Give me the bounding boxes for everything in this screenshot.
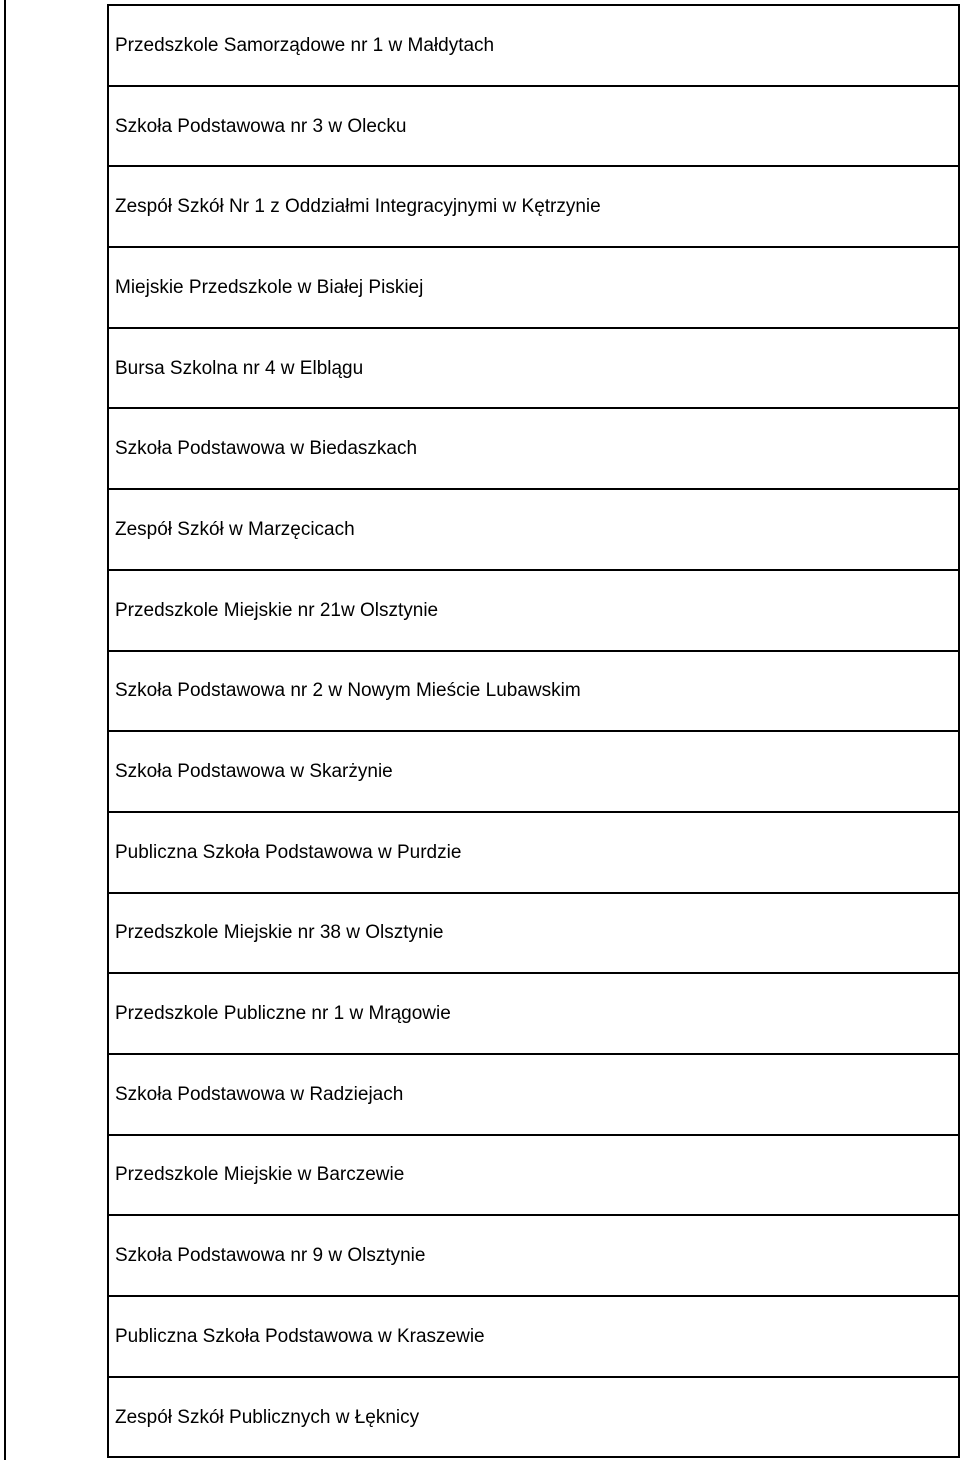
school-name-cell: Przedszkole Miejskie w Barczewie bbox=[115, 1164, 405, 1186]
school-name-cell: Szkoła Podstawowa w Biedaszkach bbox=[115, 438, 418, 460]
table-row bbox=[109, 1378, 958, 1459]
table-row bbox=[109, 571, 958, 652]
table-row bbox=[109, 1216, 958, 1297]
school-name-cell: Zespół Szkół Publicznych w Łęknicy bbox=[115, 1406, 420, 1428]
school-name-cell: Szkoła Podstawowa nr 9 w Olsztynie bbox=[115, 1245, 426, 1267]
school-name-cell: Zespół Szkół w Marzęcicach bbox=[115, 518, 355, 540]
table-row bbox=[109, 652, 958, 733]
school-name-cell: Przedszkole Miejskie nr 38 w Olsztynie bbox=[115, 922, 444, 944]
school-name-cell: Szkoła Podstawowa nr 2 w Nowym Mieście Lubawskim bbox=[115, 680, 581, 702]
school-name-cell: Przedszkole Samorządowe nr 1 w Małdytach bbox=[115, 34, 495, 56]
table-row bbox=[109, 167, 958, 248]
table-row bbox=[109, 1136, 958, 1217]
school-name-cell: Miejskie Przedszkole w Białej Piskiej bbox=[115, 276, 424, 298]
table-row bbox=[109, 248, 958, 329]
school-name-cell: Szkoła Podstawowa nr 3 w Olecku bbox=[115, 115, 407, 137]
table-row bbox=[109, 490, 958, 571]
table-row bbox=[109, 329, 958, 410]
school-name-cell: Szkoła Podstawowa w Skarżynie bbox=[115, 761, 393, 783]
table-row bbox=[109, 974, 958, 1055]
table-row bbox=[109, 732, 958, 813]
left-margin-rule bbox=[4, 0, 6, 1460]
table-row bbox=[109, 87, 958, 168]
table-row bbox=[109, 813, 958, 894]
schools-table bbox=[107, 4, 960, 1458]
table-row bbox=[109, 1297, 958, 1378]
table-row bbox=[109, 1055, 958, 1136]
table-row bbox=[109, 894, 958, 975]
table-row bbox=[109, 6, 958, 87]
school-name-cell: Publiczna Szkoła Podstawowa w Kraszewie bbox=[115, 1325, 485, 1347]
table-row bbox=[109, 409, 958, 490]
school-name-cell: Publiczna Szkoła Podstawowa w Purdzie bbox=[115, 841, 462, 863]
school-name-cell: Bursa Szkolna nr 4 w Elblągu bbox=[115, 357, 364, 379]
school-name-cell: Zespół Szkół Nr 1 z Oddziałmi Integracyjnymi w Kętrzynie bbox=[115, 196, 601, 218]
school-name-cell: Szkoła Podstawowa w Radziejach bbox=[115, 1083, 404, 1105]
school-name-cell: Przedszkole Publiczne nr 1 w Mrągowie bbox=[115, 1003, 451, 1025]
school-name-cell: Przedszkole Miejskie nr 21w Olsztynie bbox=[115, 599, 439, 621]
